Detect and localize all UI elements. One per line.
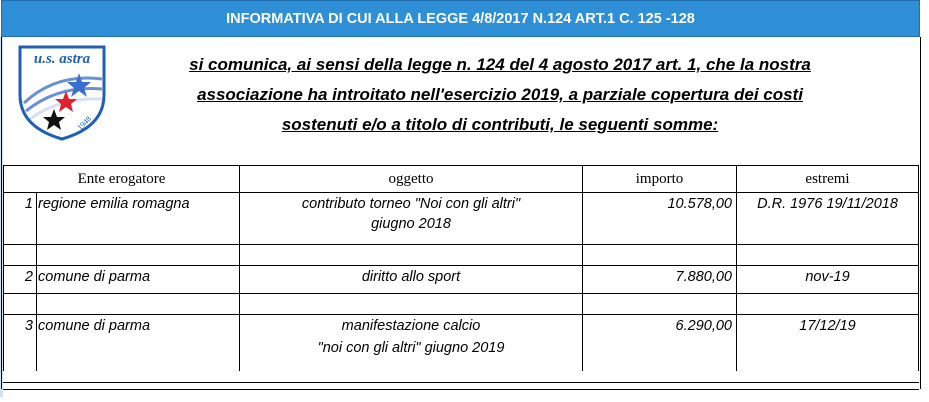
row-estremi: D.R. 1976 19/11/2018 xyxy=(737,193,919,245)
row-oggetto: contributo torneo "Noi con gli altri" giugno 2018 xyxy=(240,193,583,245)
intro-line-1: si comunica, ai sensi della legge n. 124 del 4 agosto 2017 art. 1, che la nostra xyxy=(189,55,811,74)
table-row xyxy=(4,266,919,294)
col-header-ente: Ente erogatore xyxy=(4,166,240,193)
page-header xyxy=(1,0,920,37)
row-estremi: nov-19 xyxy=(737,266,919,294)
row-oggetto: manifestazione calcio "noi con gli altri" giugno 2019 xyxy=(240,315,583,371)
intro-line-2: associazione ha introitato nell'esercizio 2019, a parziale copertura dei costi xyxy=(197,85,803,104)
row-importo: 7.880,00 xyxy=(583,266,737,294)
logo-year: 1948 xyxy=(75,114,94,133)
intro-line-3: sostenuti e/o a titolo di contributi, le seguenti somme: xyxy=(281,115,719,134)
row-number: 3 xyxy=(4,315,37,371)
header-title: INFORMATIVA DI CUI ALLA LEGGE 4/8/2017 N.124 ART.1 C. 125 -128 xyxy=(226,10,695,27)
table-row xyxy=(4,315,919,371)
row-number: 1 xyxy=(4,193,37,245)
row-ente: comune di parma xyxy=(37,266,240,294)
row-estremi: 17/12/19 xyxy=(737,315,919,371)
spacer-row xyxy=(4,294,919,315)
logo-text: u.s. astra xyxy=(33,51,91,67)
row-importo: 6.290,00 xyxy=(583,315,737,371)
row-ente: regione emilia romagna xyxy=(37,193,240,245)
row-oggetto: diritto allo sport xyxy=(240,266,583,294)
contributions-table xyxy=(3,165,919,371)
col-header-importo: importo xyxy=(583,166,737,193)
col-header-oggetto: oggetto xyxy=(240,166,583,193)
table-row xyxy=(4,193,919,245)
row-number: 2 xyxy=(4,266,37,294)
table-header-row xyxy=(4,166,919,193)
col-header-estremi: estremi xyxy=(737,166,919,193)
spacer-row xyxy=(4,245,919,266)
table-bottom-border xyxy=(3,382,919,390)
row-ente: comune di parma xyxy=(37,315,240,371)
intro-text xyxy=(120,50,880,140)
club-logo xyxy=(16,43,108,141)
row-importo: 10.578,00 xyxy=(583,193,737,245)
